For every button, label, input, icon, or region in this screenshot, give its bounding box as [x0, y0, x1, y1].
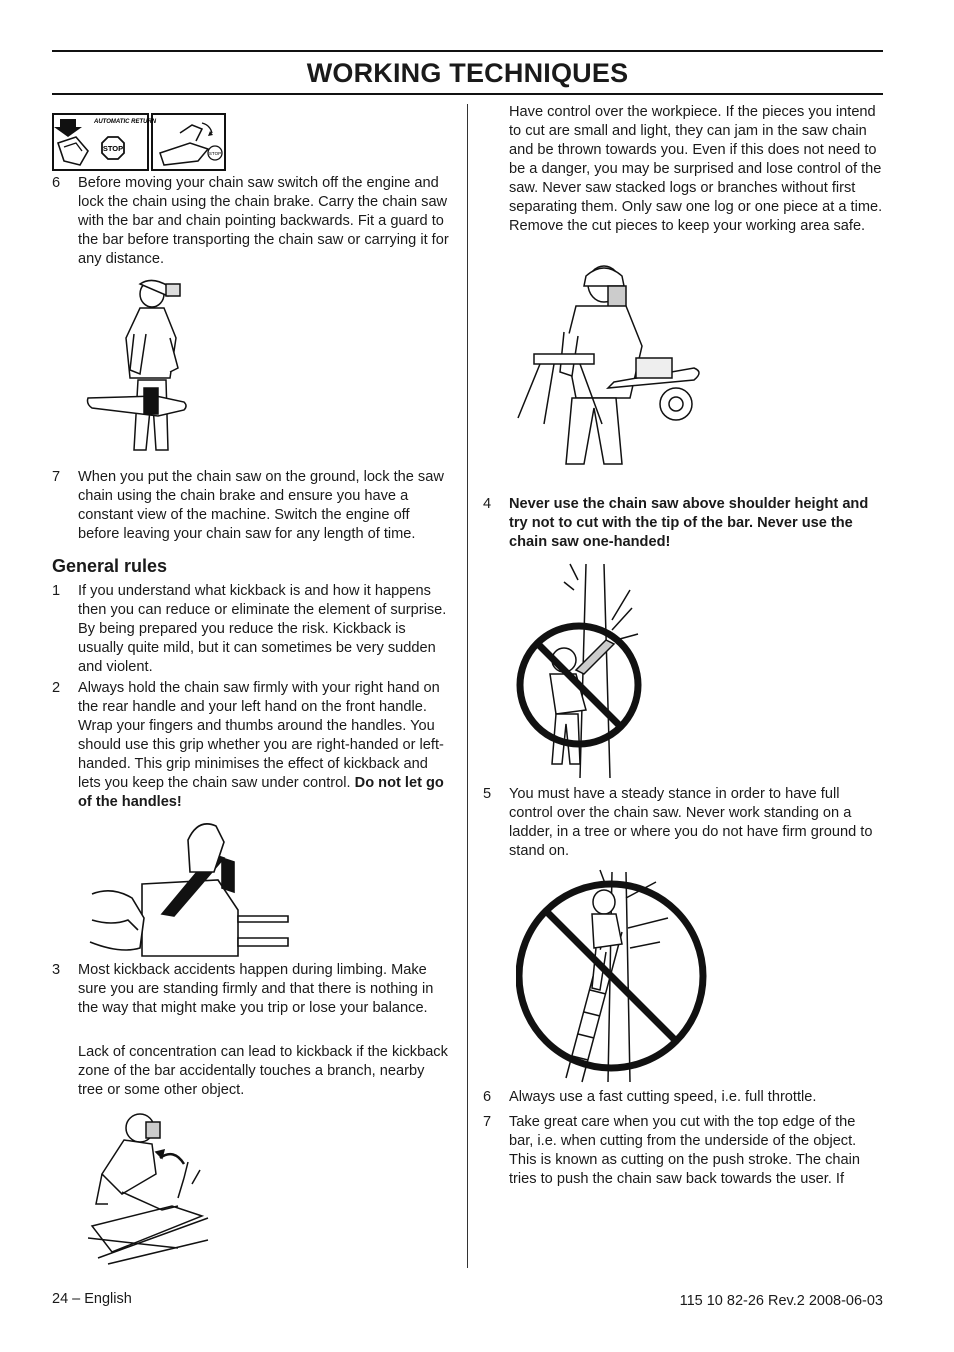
item-number: 6: [52, 175, 61, 191]
automatic-return-label: AUTOMATIC RETURN: [94, 119, 157, 125]
grip-handles-illustration: [82, 820, 290, 960]
page-title: WORKING TECHNIQUES: [306, 58, 629, 88]
chain-brake-icons: [52, 113, 226, 171]
column-divider: [467, 104, 468, 1268]
item-text: Before moving your chain saw switch off the engine and lock the chain using the chain brake. Carry the chain saw with the bar and chain pointing backwards. Fit a guard to the bar before transporting the chain saw or carrying it for any distance.: [78, 175, 449, 267]
stop-small-label: STOP: [208, 151, 222, 156]
item-text: Never use the chain saw above shoulder height and try not to cut with the tip of the bar. Never use the chain saw one-handed!: [509, 496, 869, 550]
item-number: 7: [52, 469, 61, 485]
item-number: 5: [483, 786, 492, 802]
item-text: Always hold the chain saw firmly with your right hand on the rear handle and your left hand on the front handle. Wrap your fingers and thumbs around the handles. You should use this grip whether you are right-handed or left-handed. This grip minimises the effect of kickback and lets you keep the chain saw under control. Do not let go of the handles!: [78, 680, 444, 810]
item-text: Most kickback accidents happen during limbing. Make sure you are standing firmly and that there is nothing in the way that might make you trip or lose your balance.: [78, 962, 434, 1016]
item-text: Take great care when you cut with the top edge of the bar, i.e. when cutting from the underside of the object. This is known as cutting on the push stroke. The chain tries to push the chain saw back towards the user. If: [509, 1114, 860, 1187]
item-number: 1: [52, 583, 61, 599]
header-rule-top: [52, 50, 883, 52]
prohibited-ladder-illustration: [516, 868, 708, 1084]
workpiece-control-paragraph: Have control over the workpiece. If the pieces you intend to cut are small and light, they can jam in the saw chain and be thrown towards you. Even if this does not need to be a danger, you may be surprised and lose control of the saw. Never saw stacked logs or branches without first separating them. Only saw one log or one piece at a time. Remove the cut pieces to keep your working area safe.: [509, 104, 883, 234]
limbing-kickback-illustration: [88, 1108, 216, 1266]
bold-warning: Do not let go of the handles!: [78, 775, 444, 810]
sawhorse-illustration: [514, 262, 714, 474]
rule-3-continuation: Lack of concentration can lead to kickback if the kickback zone of the bar accidentally touches a branch, nearby tree or some other object.: [78, 1044, 448, 1098]
carrying-saw-illustration: [82, 276, 210, 462]
item-number: 2: [52, 680, 61, 696]
item-text: If you understand what kickback is and how it happens then you can reduce or eliminate the element of surprise. By being prepared you reduce the risk. Kickback is usually quite mild, but it can sometimes be very sudden and violent.: [78, 583, 447, 675]
section-heading-general-rules: General rules: [52, 556, 168, 576]
item-number: 3: [52, 962, 61, 978]
page-number: 24 – English: [52, 1291, 132, 1307]
item-text: Always use a fast cutting speed, i.e. full throttle.: [509, 1089, 817, 1105]
item-text: When you put the chain saw on the ground, lock the saw chain using the chain brake and ensure you have a constant view of the machine. Switch the engine off before leaving your chain saw for any length of time.: [78, 469, 444, 542]
header-rule-bottom: [52, 93, 883, 95]
stop-label: STOP: [102, 144, 124, 153]
item-number: 4: [483, 496, 492, 512]
document-reference: 115 10 82-26 Rev.2 2008-06-03: [679, 1293, 883, 1309]
item-number: 6: [483, 1089, 492, 1105]
prohibited-above-shoulder-illustration: [516, 560, 646, 778]
item-number: 7: [483, 1114, 492, 1130]
item-text: You must have a steady stance in order to have full control over the chain saw. Never work standing on a ladder, in a tree or where you do not have firm ground to stand on.: [509, 786, 873, 859]
